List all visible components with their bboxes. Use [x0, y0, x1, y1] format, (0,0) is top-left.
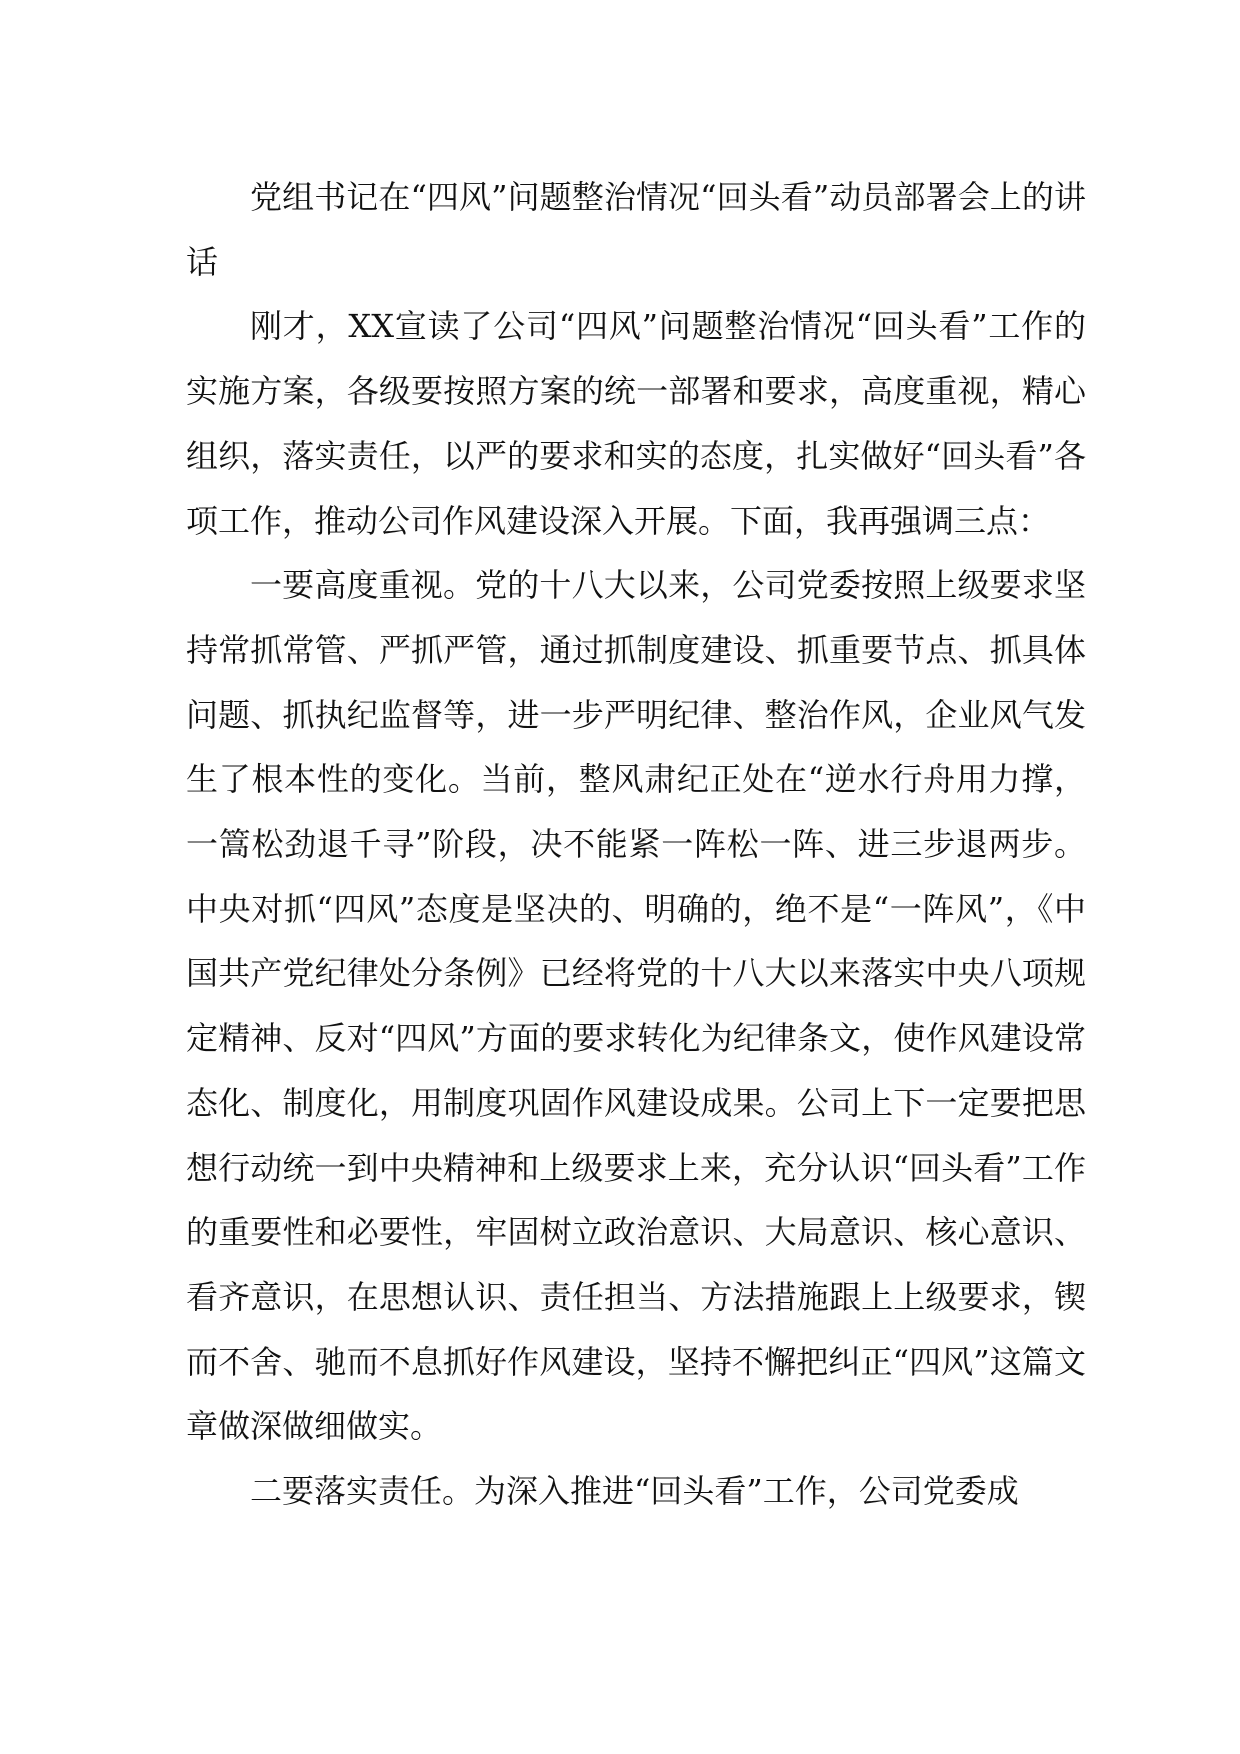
document-body: [186, 165, 1086, 1524]
document-title: 党组书记在“四风”问题整治情况“回头看”动员部署会上的讲话: [186, 178, 1086, 281]
paragraph-point-one: 一要高度重视。党的十八大以来，公司党委按照上级要求坚持常抓常管、严抓严管，通过抓制度建设、抓重要节点、抓具体问题、抓执纪监督等，进一步严明纪律、整治作风，企业风气发生了根本性的变化。当前，整风肃纪正处在“逆水行舟用力撑，一篙松劲退千寻”阶段，决不能紧一阵松一阵、进三步退两步。中央对抓“四风”态度是坚决的、明确的，绝不是“一阵风”，《中国共产党纪律处分条例》已经将党的十八大以来落实中央八项规定精神、反对“四风”方面的要求转化为纪律条文，使作风建设常态化、制度化，用制度巩固作风建设成果。公司上下一定要把思想行动统一到中央精神和上级要求上来，充分认识“回头看”工作的重要性和必要性，牢固树立政治意识、大局意识、核心意识、看齐意识，在思想认识、责任担当、方法措施跟上上级要求，锲而不舍、驰而不息抓好作风建设，坚持不懈把纠正“四风”这篇文章做深做细做实。: [186, 566, 1086, 1446]
paragraph-point-two: 二要落实责任。为深入推进“回头看”工作，公司党委成: [250, 1472, 1019, 1511]
paragraph-intro: 刚才，XX宣读了公司“四风”问题整治情况“回头看”工作的实施方案，各级要按照方案的统一部署和要求，高度重视，精心组织，落实责任，以严的要求和实的态度，扎实做好“回头看”各项工作，推动公司作风建设深入开展。下面，我再强调三点：: [186, 307, 1086, 540]
